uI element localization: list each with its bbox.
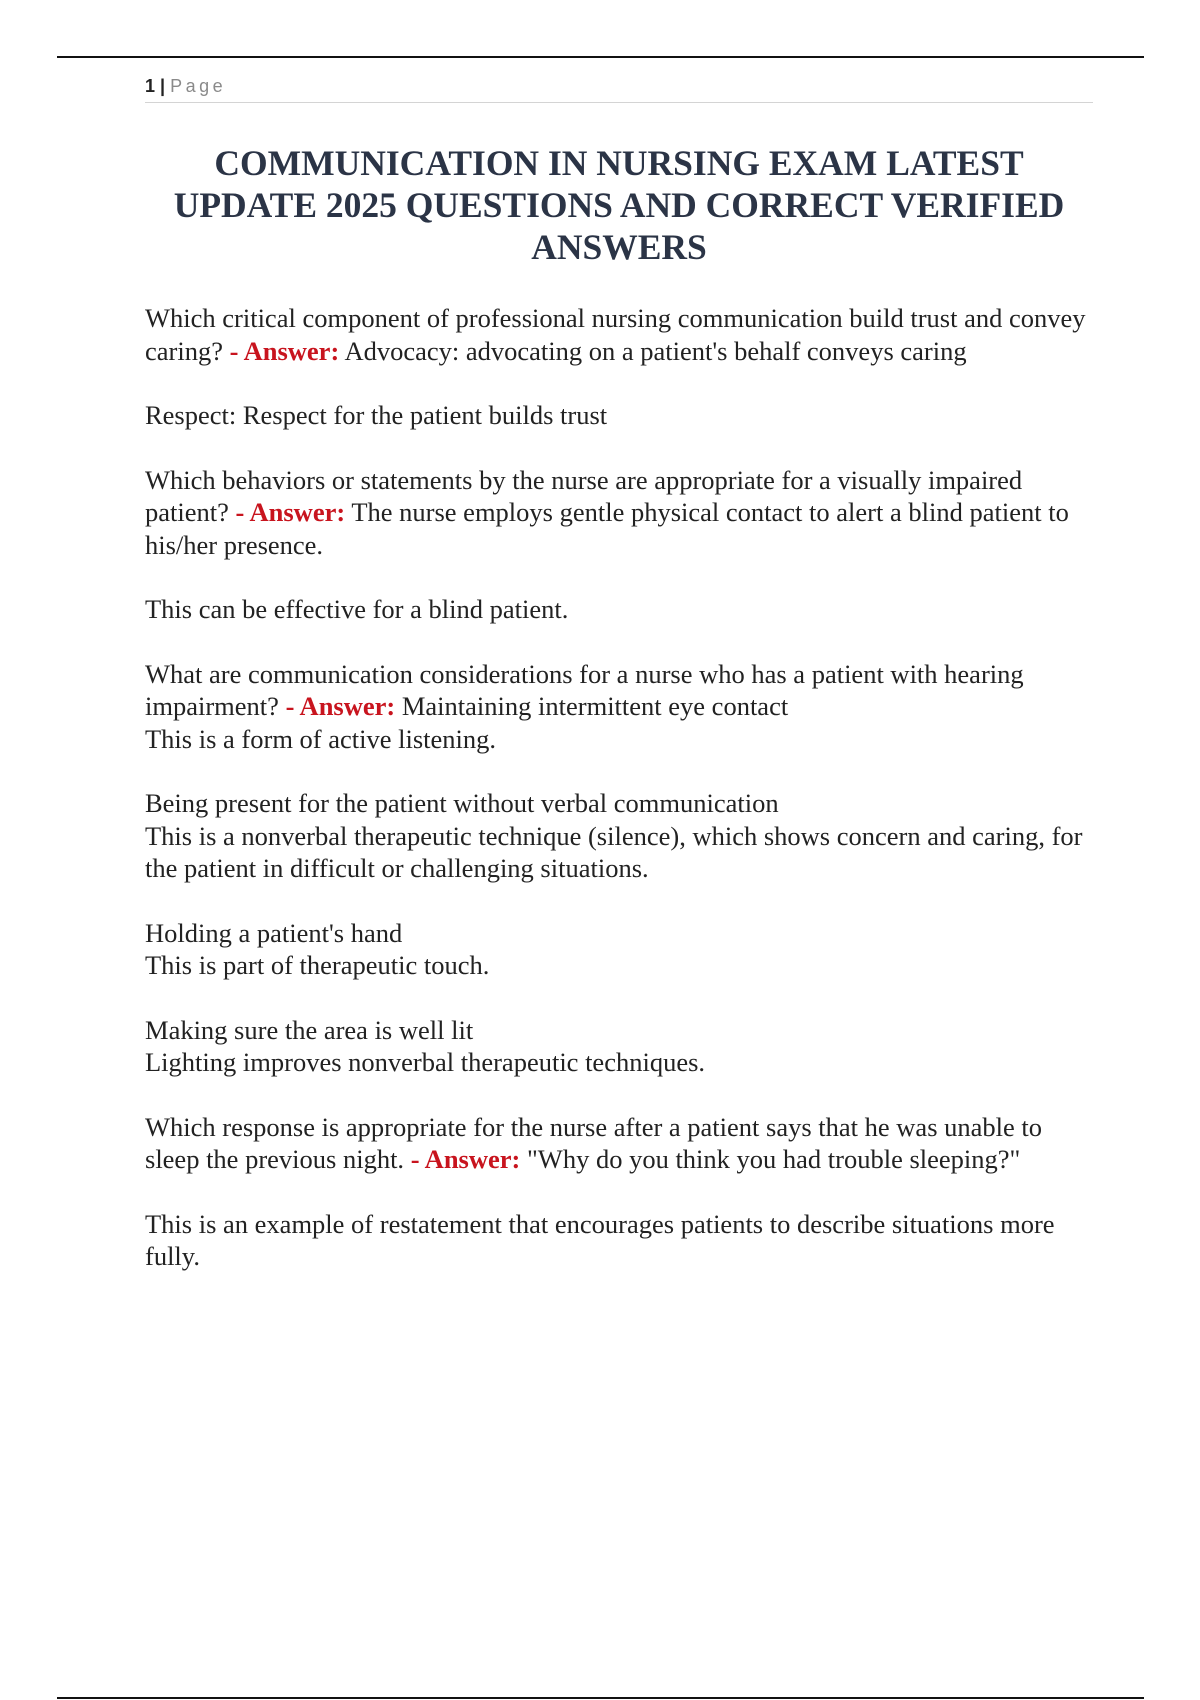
answer-text: "Why do you think you had trouble sleeping?" xyxy=(526,1144,1021,1174)
answer-text: Advocacy: advocating on a patient's behalf conveys caring xyxy=(344,335,967,366)
answer-text: The nurse employs gentle physical contact to alert a blind patient to his/her presence. xyxy=(145,497,1069,560)
note-paragraph xyxy=(145,1208,1093,1273)
note-line: Being present for the patient without verbal communication xyxy=(145,788,779,818)
question-text: Which critical component of professional nursing communication build trust and convey caring? xyxy=(145,303,1086,366)
note-line: Lighting improves nonverbal therapeutic techniques. xyxy=(145,1047,706,1077)
answer-label: - Answer: xyxy=(229,335,340,366)
qa-item xyxy=(145,302,1093,367)
answer-label: - Answer: xyxy=(285,691,396,721)
page-number: 1 xyxy=(145,76,156,96)
bottom-rule xyxy=(57,1697,1144,1699)
qa-item xyxy=(145,1111,1093,1176)
note-line: Holding a patient's hand xyxy=(145,917,403,948)
answer-label: - Answer: xyxy=(235,497,346,527)
question-text: What are communication considerations for a nurse who has a patient with hearing impairment? xyxy=(145,658,1024,721)
page-separator: | xyxy=(160,76,166,96)
top-rule xyxy=(57,56,1144,58)
answer-extra: This is a form of active listening. xyxy=(145,723,497,754)
note-paragraph xyxy=(145,1014,1093,1079)
answer-label: - Answer: xyxy=(410,1144,521,1174)
document-body xyxy=(145,302,1093,1305)
question-text: Which behaviors or statements by the nurse are appropriate for a visually impaired patient? xyxy=(145,464,1023,527)
page-word: Page xyxy=(170,76,227,96)
qa-item xyxy=(145,658,1093,756)
note-line: This can be effective for a blind patient. xyxy=(145,594,569,624)
answer-text: Maintaining intermittent eye contact xyxy=(401,691,789,721)
question-text: Which response is appropriate for the nurse after a patient says that he was unable to sleep the previous night. xyxy=(145,1111,1043,1174)
document-title: COMMUNICATION IN NURSING EXAM LATEST UPDATE 2025 QUESTIONS AND CORRECT VERIFIED ANSWERS xyxy=(173,143,1065,267)
note-paragraph xyxy=(145,593,1093,626)
note-line: Making sure the area is well lit xyxy=(145,1014,474,1045)
page-header xyxy=(145,72,1093,103)
note-paragraph xyxy=(145,917,1093,982)
note-line: This is an example of restatement that encourages patients to describe situations more fully. xyxy=(145,1208,1055,1271)
note-paragraph xyxy=(145,787,1093,885)
note-line: This is part of therapeutic touch. xyxy=(145,950,490,980)
note-line: This is a nonverbal therapeutic technique (silence), which shows concern and caring, for the patient in difficult or challenging situations. xyxy=(145,820,1083,883)
note-line: Respect: Respect for the patient builds trust xyxy=(145,400,608,430)
note-paragraph xyxy=(145,399,1093,432)
qa-item xyxy=(145,464,1093,562)
